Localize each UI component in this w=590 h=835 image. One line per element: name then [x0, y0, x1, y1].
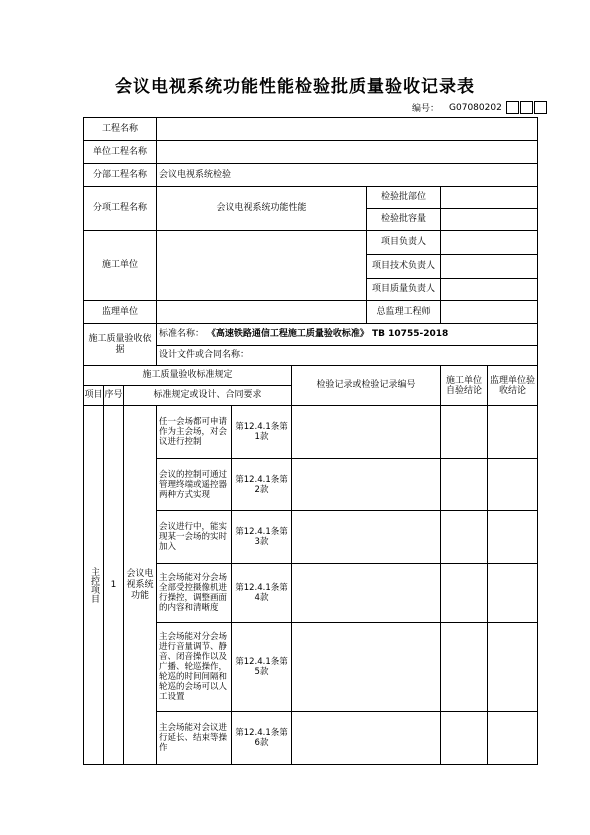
subdivision-label: 分项工程名称: [84, 187, 157, 231]
project-manager-value[interactable]: [441, 231, 538, 255]
supervisor-result-cell[interactable]: [488, 623, 538, 712]
subdivision-value[interactable]: 会议电视系统功能性能: [157, 187, 367, 231]
design-docs[interactable]: 设计文件或合同名称：: [157, 346, 538, 366]
chief-supervisor-value[interactable]: [441, 301, 538, 324]
main-control-category: [84, 406, 104, 765]
contractor-result-cell[interactable]: [441, 406, 488, 459]
item-header: 项目: [84, 386, 104, 406]
main-control-name: 会议电视系统功能: [124, 406, 157, 765]
standard-value: 《高速铁路通信工程施工质量验收标准》 TB 10755-2018: [206, 329, 449, 339]
basis-label: 施工质量验收依据: [84, 324, 157, 366]
inspection-capacity-value[interactable]: [441, 209, 538, 231]
unit-project-label: 单位工程名称: [84, 141, 157, 164]
contractor-result-cell[interactable]: [441, 712, 488, 765]
project-name-label: 工程名称: [84, 118, 157, 141]
record-cell[interactable]: [292, 623, 441, 712]
seq-header: 序号: [104, 386, 124, 406]
contractor-result-cell[interactable]: [441, 459, 488, 511]
standard-row[interactable]: [157, 324, 538, 346]
requirement-text: 主会场能对分会场全部受控摄像机进行操控，调整画面的内容和清晰度: [157, 564, 232, 623]
record-cell[interactable]: [292, 712, 441, 765]
clause-ref: 第12.4.1条第4款: [232, 564, 292, 623]
supervisor-result-cell[interactable]: [488, 459, 538, 511]
supervisor-result-cell[interactable]: [488, 564, 538, 623]
division-value[interactable]: 会议电视系统检验: [157, 164, 538, 187]
unit-project-value[interactable]: [157, 141, 538, 164]
inspection-capacity-label: 检验批容量: [367, 209, 441, 231]
supervision-unit-value[interactable]: [157, 301, 367, 324]
clause-ref: 第12.4.1条第6款: [232, 712, 292, 765]
requirement-text: 任一会场都可申请作为主会场，对会议进行控制: [157, 406, 232, 459]
contractor-result-header: 施工单位自验结论: [441, 366, 488, 406]
division-label: 分部工程名称: [84, 164, 157, 187]
project-manager-label: 项目负责人: [367, 231, 441, 255]
requirement-text: 主会场能对会议进行延长、结束等操作: [157, 712, 232, 765]
contractor-result-cell[interactable]: [441, 564, 488, 623]
standard-label: 标准名称：: [159, 329, 205, 339]
code-value: G07080202: [449, 102, 502, 113]
construction-unit-label: 施工单位: [84, 231, 157, 301]
record-cell[interactable]: [292, 564, 441, 623]
record-cell[interactable]: [292, 459, 441, 511]
code-box-1[interactable]: [506, 101, 519, 114]
contractor-result-cell[interactable]: [441, 623, 488, 712]
supervisor-result-cell[interactable]: [488, 712, 538, 765]
clause-ref: 第12.4.1条第2款: [232, 459, 292, 511]
supervisor-result-cell[interactable]: [488, 406, 538, 459]
quality-manager-value[interactable]: [441, 279, 538, 301]
project-name-value[interactable]: [157, 118, 538, 141]
clause-ref: 第12.4.1条第3款: [232, 511, 292, 564]
code-label: 编号：: [412, 104, 440, 114]
code-box-2[interactable]: [520, 101, 533, 114]
record-cell[interactable]: [292, 406, 441, 459]
tech-manager-label: 项目技术负责人: [367, 255, 441, 279]
main-control-seq: 1: [104, 406, 124, 765]
construction-unit-value[interactable]: [157, 231, 367, 301]
clause-ref: 第12.4.1条第5款: [232, 623, 292, 712]
clause-ref: 第12.4.1条第1款: [232, 406, 292, 459]
record-header: 检验记录或检验记录编号: [292, 366, 441, 406]
requirement-text: 主会场能对分会场进行音量调节、静音、闭音操作以及广播、轮巡操作，轮巡的时间间隔和轮巡的会场可以人工设置: [157, 623, 232, 712]
page-title: 会议电视系统功能性能检验批质量验收记录表: [115, 77, 475, 97]
requirement-header: 标准规定或设计、合同要求: [124, 386, 292, 406]
tech-manager-value[interactable]: [441, 255, 538, 279]
supervisor-result-cell[interactable]: [488, 511, 538, 564]
chief-supervisor-label: 总监理工程师: [367, 301, 441, 324]
requirement-text: 会议的控制可通过管理终端或遥控器两种方式实现: [157, 459, 232, 511]
quality-manager-label: 项目质量负责人: [367, 279, 441, 301]
record-cell[interactable]: [292, 511, 441, 564]
inspection-part-value[interactable]: [441, 187, 538, 209]
inspection-part-label: 检验批部位: [367, 187, 441, 209]
code-box-3[interactable]: [534, 101, 547, 114]
supervisor-result-header: 监理单位验收结论: [488, 366, 538, 406]
supervision-unit-label: 监理单位: [84, 301, 157, 324]
requirement-text: 会议进行中，能实现某一会场的实时加入: [157, 511, 232, 564]
main-control-category-text: 主控项目: [89, 567, 99, 603]
inspection-record-table: [83, 117, 538, 765]
contractor-result-cell[interactable]: [441, 511, 488, 564]
record-code: [412, 101, 547, 114]
spec-group-header: 施工质量验收标准规定: [84, 366, 292, 386]
